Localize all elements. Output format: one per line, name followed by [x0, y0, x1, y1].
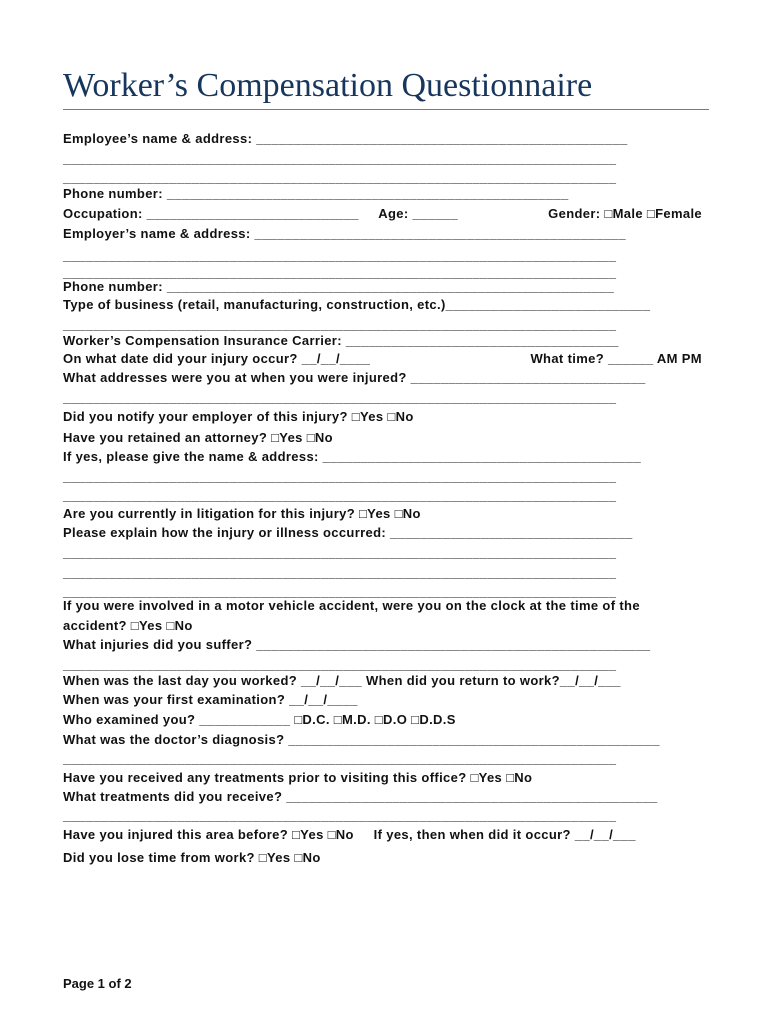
lost-time-question[interactable]: Did you lose time from work? □Yes □No [63, 850, 321, 865]
employer-phone-field[interactable]: Phone number: ___________________________________________________________ [63, 279, 615, 294]
type-of-business-line-2[interactable]: _________________________________________________________________________ [63, 317, 617, 332]
injuries-suffered-line-2[interactable]: _________________________________________________________________________ [63, 657, 617, 672]
employee-address-line-2[interactable]: _________________________________________________________________________ [63, 151, 617, 166]
employee-address-line-3[interactable]: _________________________________________________________________________ [63, 170, 617, 185]
litigation-question[interactable]: Are you currently in litigation for this injury? □Yes □No [63, 506, 421, 521]
employer-address-line-3[interactable]: _________________________________________________________________________ [63, 265, 617, 280]
injuries-suffered-field[interactable]: What injuries did you suffer? ____________________________________________________ [63, 637, 651, 652]
first-examination-field[interactable]: When was your first examination? __/__/____ [63, 692, 358, 707]
motor-vehicle-checkboxes[interactable]: accident? □Yes □No [63, 618, 193, 633]
injury-date-field[interactable]: On what date did your injury occur? __/__/____ [63, 351, 371, 366]
injury-address-field[interactable]: What addresses were you at when you were injured? _______________________________ [63, 370, 646, 385]
treatments-received-line-2[interactable]: _________________________________________________________________________ [63, 808, 617, 823]
diagnosis-field[interactable]: What was the doctor’s diagnosis? _________________________________________________ [63, 732, 660, 747]
injury-explanation-field[interactable]: Please explain how the injury or illness occurred: ________________________________ [63, 525, 633, 540]
title-underline [63, 109, 709, 110]
insurance-carrier-field[interactable]: Worker’s Compensation Insurance Carrier: ____________________________________ [63, 333, 619, 348]
page-number: Page 1 of 2 [63, 976, 132, 991]
attorney-name-address-field[interactable]: If yes, please give the name & address: __________________________________________ [63, 449, 642, 464]
injury-address-line-2[interactable]: _________________________________________________________________________ [63, 390, 617, 405]
employer-name-address-field[interactable]: Employer’s name & address: _________________________________________________ [63, 226, 626, 241]
occupation-age-field[interactable]: Occupation: ____________________________ Age: ______ [63, 206, 458, 221]
employee-phone-field[interactable]: Phone number: _____________________________________________________ [63, 186, 569, 201]
last-day-worked-field[interactable]: When was the last day you worked? __/__/___ When did you return to work?__/__/___ [63, 673, 621, 688]
treatments-received-field[interactable]: What treatments did you receive? _________________________________________________ [63, 789, 658, 804]
employer-address-line-2[interactable]: _________________________________________________________________________ [63, 248, 617, 263]
diagnosis-line-2[interactable]: _________________________________________________________________________ [63, 751, 617, 766]
prior-treatment-question[interactable]: Have you received any treatments prior to visiting this office? □Yes □No [63, 770, 533, 785]
examiner-field[interactable]: Who examined you? ____________ □D.C. □M.D. □D.O □D.D.S [63, 712, 456, 727]
employee-name-address-field[interactable]: Employee’s name & address: _________________________________________________ [63, 131, 628, 146]
injury-explanation-line-2[interactable]: _________________________________________________________________________ [63, 545, 617, 560]
attorney-address-line-3[interactable]: _________________________________________________________________________ [63, 488, 617, 503]
gender-checkboxes[interactable]: Gender: □Male □Female [548, 206, 702, 221]
injury-time-field[interactable]: What time? ______ AM PM [530, 351, 702, 366]
document-title: Worker’s Compensation Questionnaire [63, 67, 593, 104]
notify-employer-question[interactable]: Did you notify your employer of this injury? □Yes □No [63, 409, 414, 424]
attorney-question[interactable]: Have you retained an attorney? □Yes □No [63, 430, 333, 445]
attorney-address-line-2[interactable]: _________________________________________________________________________ [63, 469, 617, 484]
prior-injury-question[interactable]: Have you injured this area before? □Yes □No If yes, then when did it occur? __/__/___ [63, 827, 636, 842]
injury-explanation-line-4[interactable]: _________________________________________________________________________ [63, 584, 617, 599]
type-of-business-field[interactable]: Type of business (retail, manufacturing, construction, etc.)___________________________ [63, 297, 651, 312]
motor-vehicle-question: If you were involved in a motor vehicle accident, were you on the clock at the time of the [63, 598, 640, 613]
injury-explanation-line-3[interactable]: _________________________________________________________________________ [63, 565, 617, 580]
